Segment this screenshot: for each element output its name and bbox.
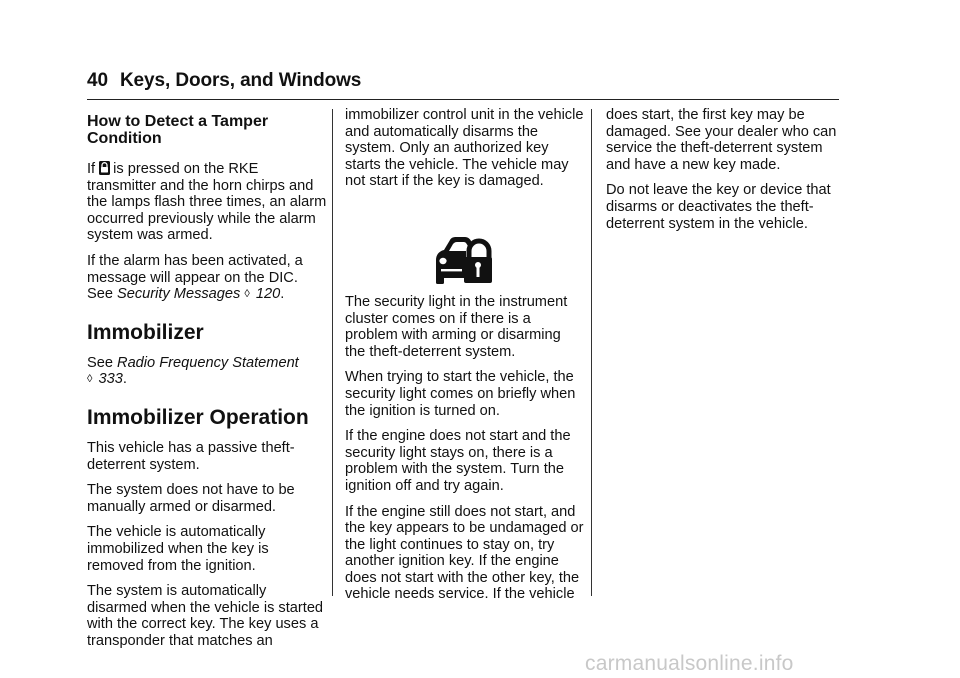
body-paragraph: immobilizer control unit in the vehicle and automatically disarms the system. Only an authorized key starts the vehicle. The vehicle may not start if the key is damaged. xyxy=(345,107,584,190)
body-paragraph: The system is automatically disarmed when the vehicle is started with the correct key. The key uses a transponder that matches an xyxy=(87,583,324,649)
body-paragraph: The system does not have to be manually armed or disarmed. xyxy=(87,482,295,515)
column-divider xyxy=(332,109,333,596)
alarm-paragraph: If the alarm has been activated, a message will appear on the DIC. See Security Messages ◊ 120. xyxy=(87,252,303,303)
body-paragraph: If the engine does not start and the security light stays on, there is a problem with the system. Turn the ignition off and try again. xyxy=(345,428,571,494)
body-paragraph: When trying to start the vehicle, the security light comes on briefly when the ignition is turned on. xyxy=(345,369,576,419)
body-paragraph: This vehicle has a passive theft-deterrent system. xyxy=(87,439,295,473)
page-header xyxy=(87,70,361,92)
column-3 xyxy=(606,107,846,241)
body-paragraph: The vehicle is automatically immobilized when the key is removed from the ignition. xyxy=(87,524,269,574)
car-security-lock-icon xyxy=(432,234,492,286)
radio-frequency-paragraph: See Radio Frequency Statement ◊ 333. xyxy=(87,354,299,388)
radio-frequency-link[interactable]: Radio Frequency Statement xyxy=(117,354,299,371)
tamper-paragraph: If is pressed on the RKE transmitter and the horn chirps and the lamps flash three times, an alarm occurred previously while the alarm system was armed. xyxy=(87,161,327,244)
page-number: 40 xyxy=(87,70,108,91)
site-watermark: carmanualsonline.info xyxy=(585,652,794,675)
tamper-heading: How to Detect a Tamper Condition xyxy=(87,113,269,147)
body-paragraph: If the engine still does not start, and the key appears to be undamaged or the light continues to stay on, try another ignition key. If the engine does not start with the other key, the vehicle needs service. If the vehicle xyxy=(345,503,584,603)
column-2 xyxy=(345,107,585,612)
header-rule xyxy=(87,99,839,100)
immobilizer-operation-heading: Immobilizer Operation xyxy=(87,405,309,429)
lock-unlock-icon xyxy=(99,161,110,175)
body-paragraph: Do not leave the key or device that disarms or deactivates the theft-deterrent system in the vehicle. xyxy=(606,182,831,232)
reference-arrow-icon: ◊ xyxy=(87,373,93,386)
reference-arrow-icon: ◊ xyxy=(244,288,250,301)
column-1 xyxy=(87,109,327,658)
security-messages-link[interactable]: Security Messages xyxy=(117,286,241,303)
column-divider xyxy=(591,109,592,596)
body-paragraph: The security light in the instrument cluster comes on if there is a problem with arming or disarming the theft-deterrent system. xyxy=(345,293,568,360)
immobilizer-heading: Immobilizer xyxy=(87,320,204,344)
chapter-title: Keys, Doors, and Windows xyxy=(119,70,362,91)
security-messages-page-ref[interactable]: 120 xyxy=(251,286,281,303)
radio-frequency-page-ref[interactable]: 333 xyxy=(94,371,123,388)
body-paragraph: does start, the first key may be damaged. See your dealer who can service the theft-deterrent system and have a new key made. xyxy=(606,107,837,173)
